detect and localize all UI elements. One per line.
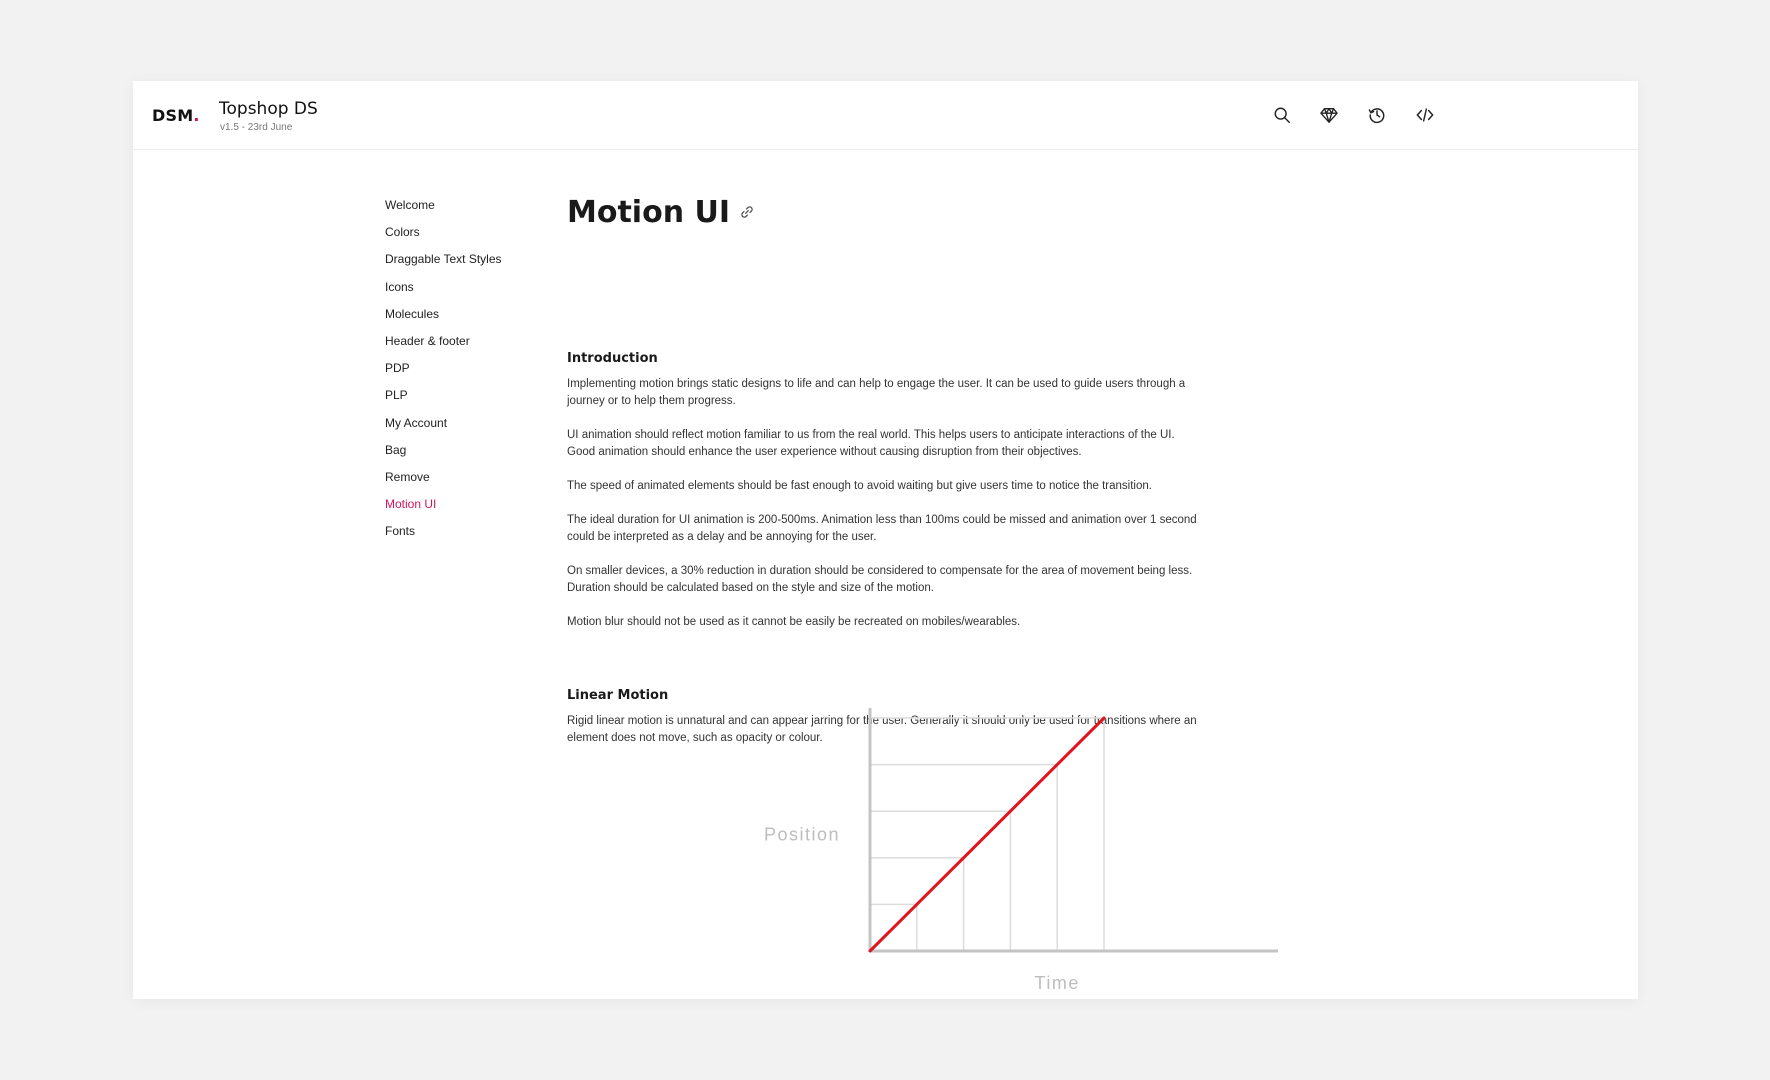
sidebar-item-remove[interactable]: Remove xyxy=(385,469,430,484)
search-icon[interactable] xyxy=(1270,103,1294,127)
anchor-link-icon[interactable] xyxy=(740,205,754,219)
sidebar-item-fonts[interactable]: Fonts xyxy=(385,524,416,539)
history-icon[interactable] xyxy=(1365,103,1389,127)
sidebar-item-pdp[interactable]: PDP xyxy=(385,361,410,376)
code-icon[interactable] xyxy=(1413,103,1437,127)
app-window xyxy=(133,81,1638,999)
app-version: v1.5 - 23rd June xyxy=(220,122,293,133)
sidebar-item-header-footer[interactable]: Header & footer xyxy=(385,333,470,348)
sidebar-item-molecules[interactable]: Molecules xyxy=(385,306,440,321)
x-axis-label: Time xyxy=(1034,973,1080,993)
sketch-diamond-icon[interactable] xyxy=(1317,103,1341,127)
section-heading-linear-motion: Linear Motion xyxy=(567,688,669,703)
paragraph: Motion blur should not be used as it cannot be easily be recreated on mobiles/wearables. xyxy=(567,616,1021,628)
sidebar-item-colors[interactable]: Colors xyxy=(385,225,420,240)
page-title xyxy=(567,191,1207,233)
introduction-body xyxy=(567,376,1197,648)
paragraph: The speed of animated elements should be fast enough to avoid waiting but give users time to notice the transition. xyxy=(567,480,1152,492)
dsm-logo[interactable]: DSM. xyxy=(152,106,200,125)
chart-svg xyxy=(613,701,1213,999)
paragraph: UI animation should reflect motion familiar to us from the real world. This helps users to anticipate interactions of the UI. Good animation should enhance the user experience without causing disruption from their objectives. xyxy=(567,429,1175,458)
top-bar xyxy=(133,81,1638,150)
main-content xyxy=(567,191,1207,744)
sidebar-item-welcome[interactable]: Welcome xyxy=(385,198,435,212)
app-title: Topshop DS xyxy=(219,99,318,119)
paragraph: The ideal duration for UI animation is 200-500ms. Animation less than 100ms could be missed and animation over 1 second could be interpreted as a delay and be annoying for the user. xyxy=(567,514,1197,543)
sidebar-nav xyxy=(385,197,545,550)
page-title-text: Motion UI xyxy=(567,194,731,230)
linear-motion-chart xyxy=(613,701,1213,999)
section-heading-introduction: Introduction xyxy=(567,351,658,366)
paragraph: Rigid linear motion is unnatural and can appear jarring for the user. Generally it should only be used for transitions where an element does not move, such as opacity or colour. xyxy=(567,715,1197,744)
sidebar-item-plp[interactable]: PLP xyxy=(385,388,408,403)
series-line-linear xyxy=(870,718,1104,951)
paragraph: On smaller devices, a 30% reduction in duration should be considered to compensate for the area of movement being less. Duration should be calculated based on the style and size of the motion. xyxy=(567,565,1193,594)
logo-dot: . xyxy=(193,106,200,125)
sidebar-item-my-account[interactable]: My Account xyxy=(385,415,448,430)
sidebar-item-bag[interactable]: Bag xyxy=(385,442,407,457)
y-axis-label: Position xyxy=(763,824,840,845)
sidebar-item-draggable-text-styles[interactable]: Draggable Text Styles xyxy=(385,252,502,267)
sidebar-item-motion-ui[interactable]: Motion UI xyxy=(385,497,437,512)
sidebar-item-icons[interactable]: Icons xyxy=(385,279,414,294)
paragraph: Implementing motion brings static designs to life and can help to engage the user. It can be used to guide users through a journey or to help them progress. xyxy=(567,378,1186,407)
